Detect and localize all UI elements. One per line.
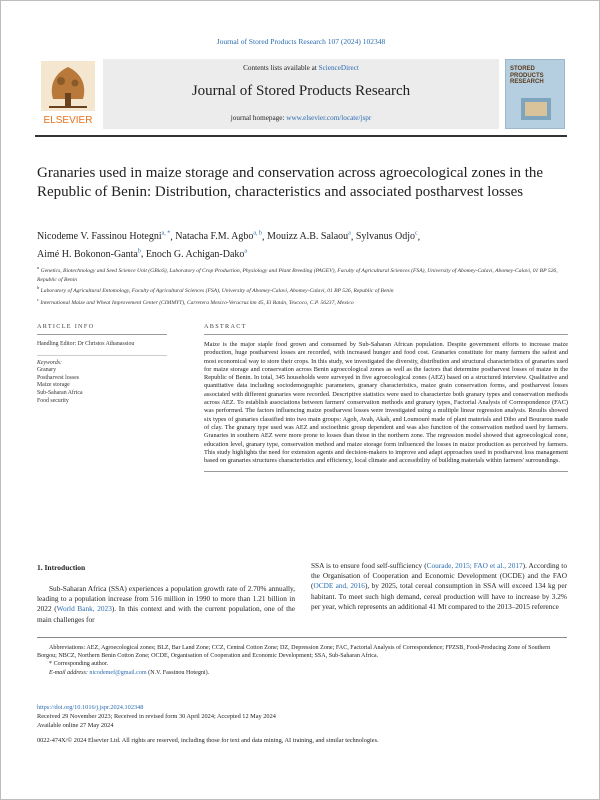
email-footnote: E-mail address: nicodemef@gmail.com (N.V. Fassinou Hotegni). (49, 669, 210, 676)
author-4-affil-marker[interactable]: c (415, 231, 418, 237)
article-history (37, 704, 567, 730)
footnotes (37, 644, 567, 677)
journal-homepage (103, 114, 499, 122)
available-online-date: Available online 27 May 2024 (37, 721, 114, 729)
affiliations (37, 264, 567, 308)
abstract-bottom-rule (204, 471, 568, 472)
intro-paragraph-left: Sub-Saharan Africa (SSA) experiences a population growth rate of 2.70% annually, leading to a population increase from 516 million in 1990 to more than 1.21 billion in 2022 (World Bank, 2023). In this context and with the current population, one of the main challenges for (37, 584, 295, 624)
journal-cover-thumbnail (505, 59, 565, 129)
author-1[interactable]: Nicodeme V. Fassinou Hotegni$^{a, *}$ (37, 231, 171, 243)
author-2[interactable]: Natacha F.M. Agbo$^{a, b}$ (175, 231, 263, 243)
author-6-affil-marker[interactable]: a (244, 248, 248, 255)
author-2-affil-marker[interactable]: a, b (253, 231, 263, 237)
affiliation-item: $^c$ International Maize and Wheat Improvement Center (CIMMYT), Carretera Mexico-Veracruz km 45, El Batán, Texcoco, C.P. 56237, Mexico (37, 297, 354, 306)
author-5-affil-marker[interactable]: b (137, 248, 141, 255)
article-info-panel (37, 323, 167, 405)
keyword-item: Granary (37, 367, 56, 374)
handling-editor: Handling Editor: Dr Christos Athanassiou (37, 341, 135, 347)
body-column-left (37, 561, 295, 625)
abstract-rule (204, 334, 568, 335)
keyword-item: Food security (37, 397, 69, 404)
citation-link[interactable]: OCDE and, 2016 (313, 581, 365, 591)
abstract-heading: ABSTRACT (204, 323, 247, 330)
body-column-right (311, 561, 567, 612)
author-1-affil-marker[interactable]: a, * (161, 231, 171, 237)
citation-link[interactable]: World Bank, 2023 (56, 604, 112, 614)
homepage-prefix: journal homepage: (230, 114, 285, 122)
author-list: Nicodeme V. Fassinou Hotegni$^{a, *}$, Natacha F.M. Agbo$^{a, b}$, Mouizz A.B. Salaou$^a$, Sylvanus Odjo$^c$, Aimé H. Bokonon-Ganta$^b$, Enoch G. Achigan-Dako$^a$ (37, 231, 421, 260)
cover-title: STORED PRODUCTS RESEARCH (510, 66, 544, 85)
citation-link[interactable]: Courade, 2015; FAO et al., 2017 (426, 561, 523, 570)
keywords-label: Keywords: (37, 359, 62, 366)
affiliation-item: $^a$ Genetics, Biotechnology and Seed Science Unit (GBioS), Laboratory of Crop Production, Physiology and Plant Breeding (PAGEV), Faculty of Agricultural Sciences (FSA), University of Abomey-Calavi, Abomey-Calavi, 01 BP 526, Republic of Benin (37, 265, 558, 283)
section-heading-introduction: 1. Introduction (37, 563, 86, 572)
journal-reference-link[interactable]: Journal of Stored Products Research 107 (2024) 102348 (216, 37, 386, 46)
keyword-list (37, 367, 167, 405)
article-info-heading: ARTICLE INFO (37, 323, 95, 330)
author-6[interactable]: Enoch G. Achigan-Dako$^a$ (145, 248, 248, 260)
sciencedirect-link[interactable]: ScienceDirect (318, 64, 359, 72)
journal-banner (103, 59, 499, 129)
elsevier-logo (35, 59, 101, 129)
doi-link[interactable]: https://doi.org/10.1016/j.jspr.2024.102348 (37, 704, 144, 711)
author-3-affil-marker[interactable]: a (348, 231, 351, 237)
corresponding-author-note: * Corresponding author. (49, 661, 109, 668)
article-info-rule (37, 334, 167, 335)
publisher-wordmark: ELSEVIER (43, 115, 93, 126)
email-link[interactable]: nicodemef@gmail.com (89, 669, 147, 676)
keywords-rule (37, 355, 167, 356)
received-dates: Received 29 November 2023; Received in revised form 30 April 2024; Accepted 12 May 2024 (37, 712, 276, 720)
journal-title[interactable]: Journal of Stored Products Research (191, 83, 411, 99)
footnote-rule (37, 637, 567, 638)
contents-availability (103, 64, 499, 72)
abbreviations-footnote: Abbreviations: AEZ, Agroecological zones; BLZ, Bar Land Zone; CCZ, Central Cotton Zone; DZ, Depression Zone; FAC, Factorial Analysis of Correspondence; FPZSB, Food-Producing Zone of Southern Borgou; NBCZ, Northern Benin Cotton Zone; OCDE, Organisation of Cooperation and Economic Development; SSA, Sub-Saharan Africa. (37, 645, 551, 660)
homepage-link[interactable]: www.elsevier.com/locate/jspr (286, 114, 372, 122)
author-5[interactable]: Aimé H. Bokonon-Ganta$^b$ (37, 248, 141, 260)
author-4[interactable]: Sylvanus Odjo$^c$ (355, 231, 418, 243)
affiliation-item: $^b$ Laboratory of Agricultural Entomology, Faculty of Agricultural Sciences (FSA), University of Abomey-Calavi, Abomey-Calavi, 01 BP 526, Republic of Benin (37, 285, 394, 295)
copyright-notice: 0022-474X/© 2024 Elsevier Ltd. All rights are reserved, including those for text and data mining, AI training, and similar technologies. (37, 737, 379, 744)
header-rule (35, 135, 567, 137)
keyword-item: Postharvest losses (37, 374, 80, 381)
keyword-item: Sub-Saharan Africa (37, 389, 83, 396)
contents-prefix: Contents lists available at (243, 64, 317, 72)
keyword-item: Maize storage (37, 382, 70, 389)
journal-header (35, 59, 567, 133)
abstract-panel (204, 323, 568, 472)
article-title: Granaries used in maize storage and conservation across agroecological zones in the Republic of Benin: Distribution, characteristics and associated postharvest losses (37, 165, 544, 200)
author-3[interactable]: Mouizz A.B. Salaou$^a$ (267, 231, 351, 243)
abstract-text: Maize is the major staple food grown and consumed by Sub-Saharan African population. Despite government efforts to increase maize production, huge postharvest losses are recorded, with increased hunger and food cost. Granaries constitute for many farmers the safest and most economical way to store their crops. In this study, we investigated the diversity, distribution and structural characteristics of granaries used for maize storage and conservation across Benin agroecological zones as well as the factors that determine postharvest losses of maize in the Republic of Benin. In total, 345 households were surveyed in five agroecological zones (AEZ) based on a structured interview. Qualitative and quantitative data including sociodemographic parameters, granary characteristics, maize grain conservation forms, and postharvest losses associated with different granaries were recorded. Descriptive statistics were used to characterize both granary types and conservation methods across AEZ. To establish associations between farmers' conservation methods and granary types, Factorial Analysis of Correspondence (FAC) was performed. The factors influencing maize postharvest losses were investigated using a multiple linear regression analysis. Results showed six types of granaries classified into two main groups: Agoh, Avah, Akah, and Loumouré made of plant materials and Dibo and Bourarou made of clay. The granary type used was AEZ and socioethnic group dependent and was also function of the conservation method used by farmers. Granaries in southern AEZ were more prone to losses than those in the northern zone. The regression model showed that agroecological zone, education level, granary type, conservation method and maize storage form influenced the losses in maize production as perceived by farmers. This study highlights the need for extension agents and decision-makers to improve and adapt approaches used in postharvest loss management based on granaries structures characteristics and efficiency, local climate and accessibility of building materials within farmers' surroundings. (204, 341, 568, 465)
intro-paragraph-right: SSA is to ensure food self-sufficiency (Courade, 2015; FAO et al., 2017). According to the Organisation of Cooperation and Economic Development (OCDE) and the FAO (OCDE and, 2016), by 2025, total cereal consumption in SSA will exceed 134 kg per habitant. To meet such high demand, cereal production will have to increase by 3.2% per year, which represents an additional 41 Mt compared to the 2013–2015 reference (311, 561, 567, 611)
